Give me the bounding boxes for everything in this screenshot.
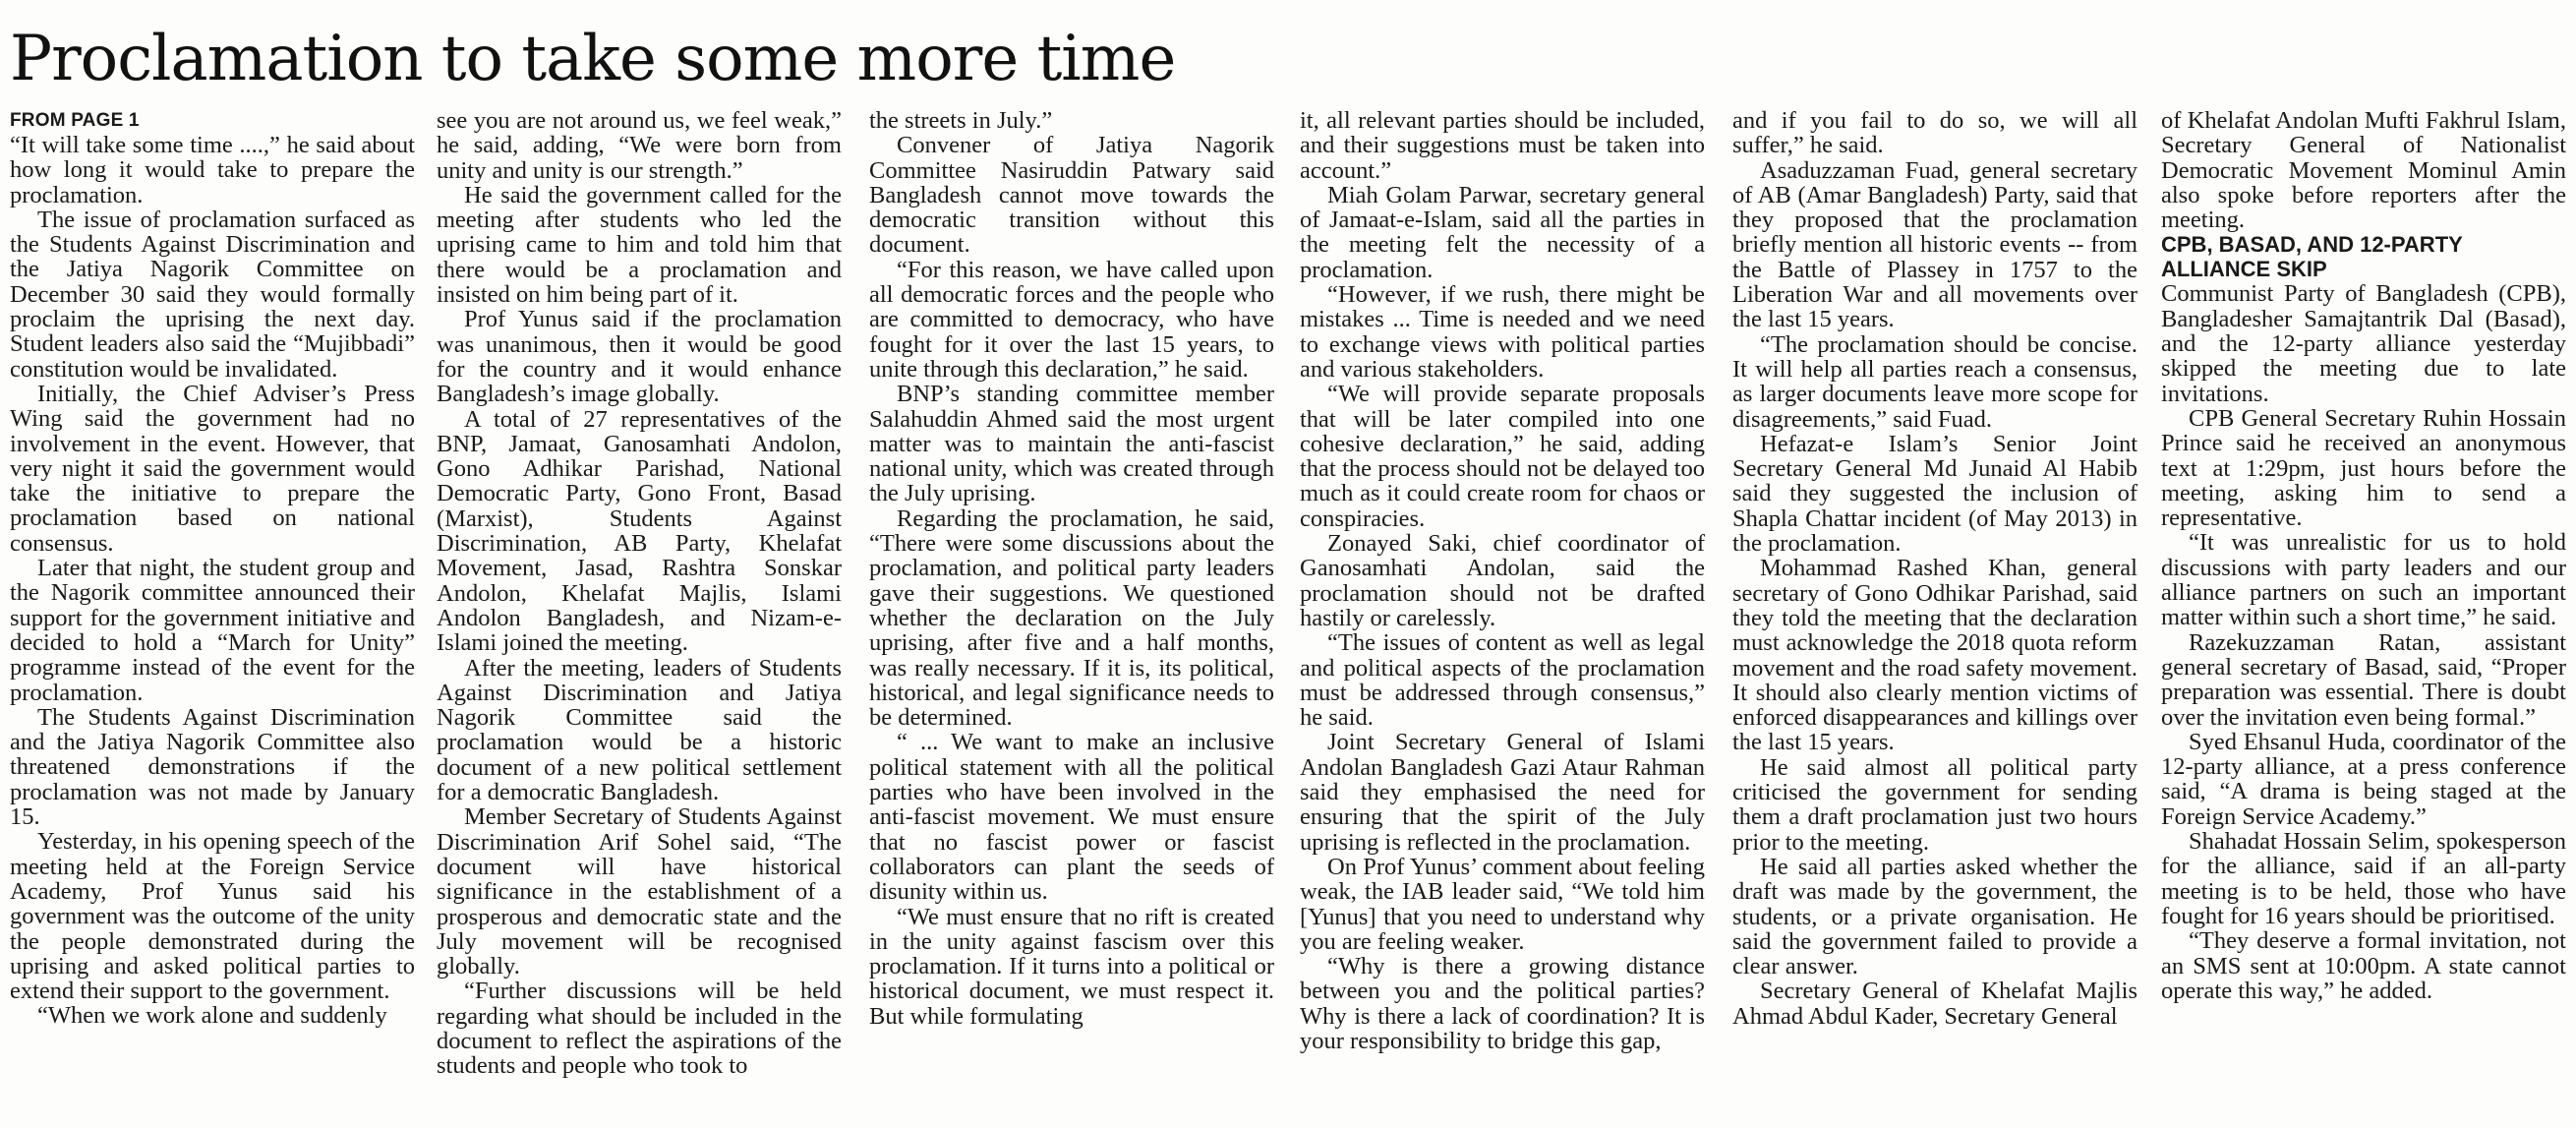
paragraph: Zonayed Saki, chief coordinator of Ganosamhati Andolan, said the proclamation should not be drafted hastily or carelessly.: [1300, 530, 1705, 631]
page-continuation-kicker: FROM PAGE 1: [10, 110, 140, 131]
paragraph: and if you fail to do so, we will all suffer,” he said.: [1732, 107, 2137, 159]
article-column-3: [869, 108, 1274, 1029]
paragraph: “They deserve a formal invitation, not an SMS sent at 10:00pm. A state cannot operate this way,” he added.: [2161, 927, 2566, 1004]
paragraph: Regarding the proclamation, he said, “There were some discussions about the proclamation, and political party leaders gave their suggestions. We questioned whether the declaration on the July uprising, after five and a half months, was really necessary. If it is, its political, historical, and legal significance needs to be determined.: [869, 505, 1274, 732]
paragraph: “However, if we rush, there might be mistakes ... Time is needed and we need to exchange views with political parties and various stakeholders.: [1300, 281, 1705, 383]
paragraph: Initially, the Chief Adviser’s Press Wing said the government had no involvement in the event. However, that very night it said the government would take the initiative to prepare the proclamation based on national consensus.: [10, 380, 415, 557]
paragraph: Asaduzzaman Fuad, general secretary of AB (Amar Bangladesh) Party, said that they proposed that the proclamation briefly mention all historic events -- from the Battle of Plassey in 1757 to the Liberation War and all movements over the last 15 years.: [1732, 156, 2137, 333]
paragraph: “Why is there a growing distance between you and the political parties? Why is there a lack of coordination? It is your responsibility to bridge this gap,: [1300, 953, 1705, 1054]
paragraph: He said all parties asked whether the draft was made by the government, the students, or a private organisation. He said the government failed to provide a clear answer.: [1732, 853, 2137, 980]
paragraph: He said almost all political party criticised the government for sending them a draft proclamation just two hours prior to the meeting.: [1732, 753, 2137, 856]
paragraph: of Khelafat Andolan Mufti Fakhrul Islam, Secretary General of Nationalist Democratic Movement Mominul Amin also spoke before reporters after the meeting.: [2161, 107, 2566, 234]
headline: Proclamation to take some more time: [10, 23, 1176, 95]
paragraph: Member Secretary of Students Against Discrimination Arif Sohel said, “The document will have historical significance in the establishment of a prosperous and democratic state and the July movement will be recognised globally.: [437, 803, 842, 980]
section-subhead: CPB, BASAD, AND 12-PARTY ALLIANCE SKIP: [2161, 232, 2463, 282]
article-column-6: [2161, 108, 2566, 1003]
article-column-1: [10, 108, 415, 1029]
paragraph: Razekuzzaman Ratan, assistant general secretary of Basad, said, “Proper preparation was essential. There is doubt over the invitation even being formal.”: [2161, 628, 2566, 731]
paragraph: “The proclamation should be concise. It will help all parties reach a consensus, as larger documents leave more scope for disagreements,” said Fuad.: [1732, 330, 2137, 433]
paragraph: Prof Yunus said if the proclamation was unanimous, then it would be good for the country and it would enhance Bangladesh’s image globally.: [437, 306, 842, 408]
paragraph: “It will take some time ....,” he said about how long it would take to prepare the proclamation.: [10, 132, 415, 208]
paragraph: “ ... We want to make an inclusive political statement with all the political parties who have been involved in the anti-fascist movement. We must ensure that no fascist power or fascist collaborators can plant the seeds of disunity within us.: [869, 729, 1274, 906]
paragraph: “Further discussions will be held regarding what should be included in the document to reflect the aspirations of the students and people who took to: [437, 978, 842, 1080]
paragraph: The issue of proclamation surfaced as the Students Against Discrimination and the Jatiya Nagorik Committee on December 30 said they would formally proclaim the uprising the next day. Student leaders also said the “Mujibbadi” constitution would be invalidated.: [10, 206, 415, 383]
paragraph: “It was unrealistic for us to hold discussions with party leaders and our alliance partners on such an important matter within such a short time,” he said.: [2161, 529, 2566, 631]
paragraph: Hefazat-e Islam’s Senior Joint Secretary General Md Junaid Al Habib said they suggested the inclusion of Shapla Chattar incident (of May 2013) in the proclamation.: [1732, 430, 2137, 558]
article-column-5: [1732, 108, 2137, 1029]
paragraph: Syed Ehsanul Huda, coordinator of the 12-party alliance, at a press conference said, “A drama is being staged at the Foreign Service Academy.”: [2161, 728, 2566, 830]
paragraph: Secretary General of Khelafat Majlis Ahmad Abdul Kader, Secretary General: [1732, 978, 2137, 1030]
article-column-2: [437, 108, 842, 1079]
paragraph: it, all relevant parties should be included, and their suggestions must be taken into account.”: [1300, 107, 1705, 184]
paragraph: Later that night, the student group and the Nagorik committee announced their support for the government initiative and decided to hold a “March for Unity” programme instead of the event for the proclamation.: [10, 555, 415, 706]
paragraph: “For this reason, we have called upon all democratic forces and the people who are committed to democracy, who have fought for it over the last 15 years, to unite through this declaration,” he said.: [869, 256, 1274, 383]
paragraph: Shahadat Hossain Selim, spokesperson for the alliance, said if an all-party meeting is to be held, those who have fought for 16 years should be prioritised.: [2161, 828, 2566, 929]
paragraph: “When we work alone and suddenly: [37, 1002, 387, 1030]
paragraph: Miah Golam Parwar, secretary general of Jamaat-e-Islam, said all the parties in the meeting felt the necessity of a proclamation.: [1300, 181, 1705, 283]
paragraph: Joint Secretary General of Islami Andolan Bangladesh Gazi Ataur Rahman said they emphasised the need for ensuring that the spirit of the July uprising is reflected in the proclamation.: [1300, 729, 1705, 856]
paragraph: Yesterday, in his opening speech of the meeting held at the Foreign Service Academy, Prof Yunus said his government was the outcome of the unity the people demonstrated during the uprising and asked political parties to extend their support to the government.: [10, 828, 415, 1005]
paragraph: The Students Against Discrimination and the Jatiya Nagorik Committee also threatened demonstrations if the proclamation was not made by January 15.: [10, 703, 415, 831]
paragraph: BNP’s standing committee member Salahuddin Ahmed said the most urgent matter was to maintain the anti-fascist national unity, which was created through the July uprising.: [869, 381, 1274, 507]
paragraph: “We must ensure that no rift is created in the unity against fascism over this proclamation. If it turns into a political or historical document, we must respect it. But while formulating: [869, 903, 1274, 1030]
paragraph: After the meeting, leaders of Students Against Discrimination and Jatiya Nagorik Committee said the proclamation would be a historic document of a new political settlement for a democratic Bangladesh.: [437, 654, 842, 806]
paragraph: “We will provide separate proposals that will be later compiled into one cohesive declaration,” he said, adding that the process should not be delayed too much as it could create room for chaos or conspiracies.: [1300, 381, 1705, 532]
paragraph: Convener of Jatiya Nagorik Committee Nasiruddin Patwary said Bangladesh cannot move towards the democratic transition without this document.: [869, 132, 1274, 259]
paragraph: the streets in July.”: [869, 107, 1053, 134]
article-column-4: [1300, 108, 1705, 1053]
paragraph: CPB General Secretary Ruhin Hossain Prince said he received an anonymous text at 1:29pm, just hours before the meeting, asking him to send a representative.: [2161, 404, 2566, 532]
paragraph: see you are not around us, we feel weak,” he said, adding, “We were born from unity and unity is our strength.”: [437, 107, 842, 184]
paragraph: Communist Party of Bangladesh (CPB), Bangladesher Samajtantrik Dal (Basad), and the 12-party alliance yesterday skipped the meeting due to late invitations.: [2161, 280, 2566, 407]
paragraph: “The issues of content as well as legal and political aspects of the proclamation must be addressed through consensus,” he said.: [1300, 629, 1705, 732]
paragraph: He said the government called for the meeting after students who led the uprising came to him and told him that there would be a proclamation and insisted on him being part of it.: [437, 181, 842, 309]
paragraph: Mohammad Rashed Khan, general secretary of Gono Odhikar Parishad, said they told the meeting that the declaration must acknowledge the 2018 quota reform movement and the road safety movement. It should also clearly mention victims of enforced disappearances and killings over the last 15 years.: [1732, 555, 2137, 756]
paragraph: A total of 27 representatives of the BNP, Jamaat, Ganosamhati Andolon, Gono Adhikar Parishad, National Democratic Party, Gono Front, Basad (Marxist), Students Against Discrimination, AB Party, Khelafat Movement, Jasad, Rashtra Sonskar Andolon, Khelafat Majlis, Islami Andolon Bangladesh, and Nizam-e-Islami joined the meeting.: [437, 405, 842, 657]
paragraph: On Prof Yunus’ comment about feeling weak, the IAB leader said, “We told him [Yunus] that you need to understand why you are feeling weaker.: [1300, 853, 1705, 955]
